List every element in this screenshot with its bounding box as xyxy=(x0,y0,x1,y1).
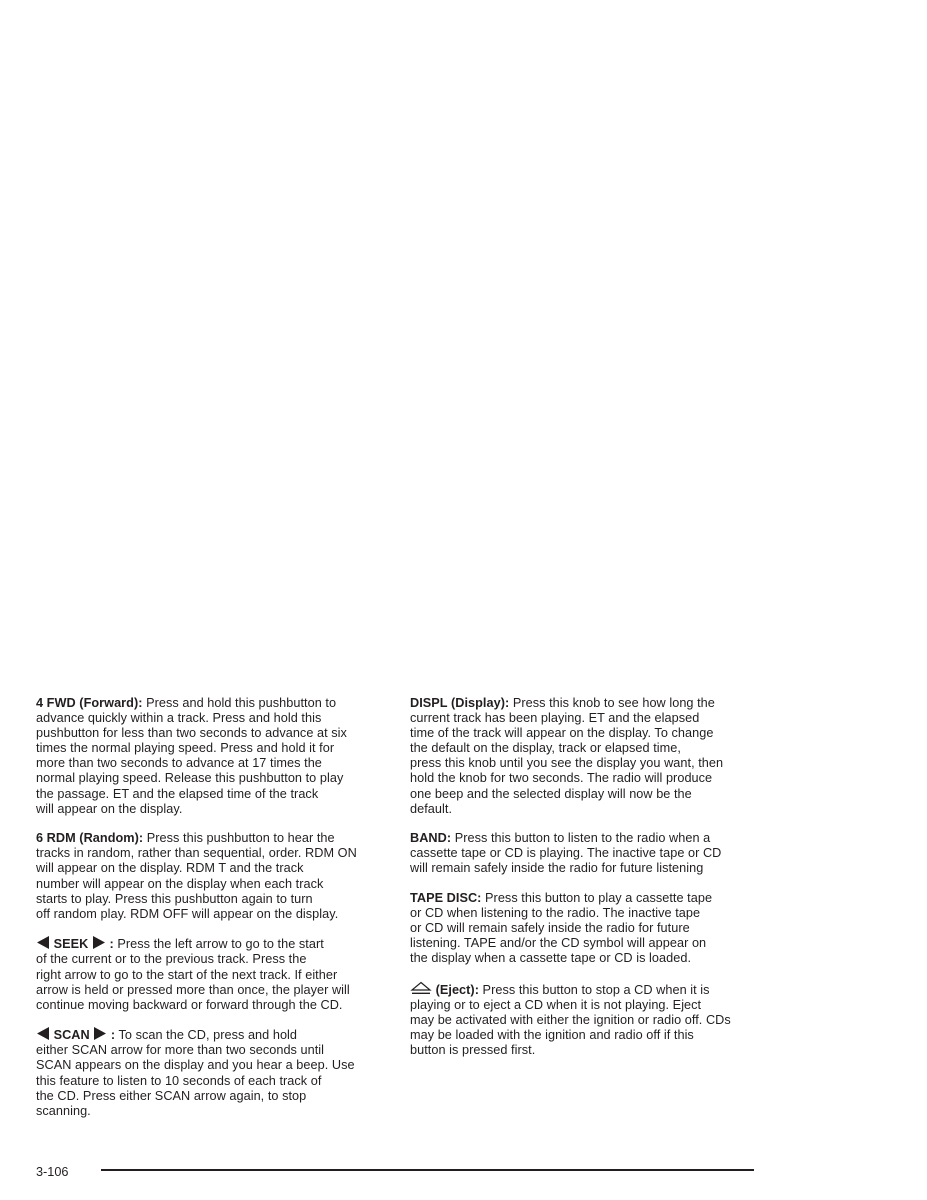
displ-text-line: default. xyxy=(410,801,453,816)
eject-text-line: Press this button to stop a CD when it is xyxy=(478,983,710,997)
tape-disc-paragraph xyxy=(410,891,762,966)
seek-text-line: continue moving backward or forward through the CD. xyxy=(36,997,343,1012)
displ-text-line: hold the knob for two seconds. The radio will produce xyxy=(410,771,713,786)
seek-heading: SEEK xyxy=(53,937,89,952)
band-heading: BAND: xyxy=(410,831,452,846)
rdm-text-line: Press this pushbutton to hear the xyxy=(143,831,335,846)
right-arrow-icon xyxy=(92,936,106,949)
fwd-text-line: Press and hold this pushbutton to xyxy=(142,696,337,710)
displ-text-line: the default on the display, track or elapsed time, xyxy=(410,741,681,756)
fwd-heading: 4 FWD (Forward): xyxy=(36,696,143,710)
scan-text-line: either SCAN arrow for more than two seconds until xyxy=(36,1043,325,1058)
seek-text-line: right arrow to go to the start of the next track. If either xyxy=(36,967,338,982)
eject-icon xyxy=(410,981,432,995)
fwd-text-line: advance quickly within a track. Press and hold this xyxy=(36,711,322,726)
seek-paragraph: SEEK : Press the left arrow to go to the start of the current or to the previous track. Press the right arrow to go to the start of the next track. If either arrow is held or pressed more than once, the player will continue moving backward or forward through the CD. xyxy=(36,936,388,1012)
band-text-line: cassette tape or CD is playing. The inactive tape or CD xyxy=(410,846,722,861)
scan-text-line: this feature to listen to 10 seconds of each track of xyxy=(36,1073,322,1088)
scan-text-line: scanning. xyxy=(36,1103,91,1118)
tape-disc-text-line: Press this button to play a cassette tape xyxy=(481,891,713,906)
fwd-paragraph xyxy=(36,696,388,817)
right-column xyxy=(410,696,762,1073)
rdm-text-line: number will appear on the display when each track xyxy=(36,876,324,891)
rdm-text-line: starts to play. Press this pushbutton again to turn xyxy=(36,891,313,906)
left-column xyxy=(36,696,388,1133)
scan-text-line: To scan the CD, press and hold xyxy=(115,1028,298,1043)
displ-text-line: one beep and the selected display will now be the xyxy=(410,786,692,801)
left-arrow-icon xyxy=(36,1027,50,1040)
scan-text-line: the CD. Press either SCAN arrow again, to stop xyxy=(36,1088,307,1103)
eject-text-line: may be activated with either the ignition or radio off. CDs xyxy=(410,1013,731,1028)
eject-text-line: playing or to eject a CD when it is not playing. Eject xyxy=(410,998,702,1013)
displ-paragraph xyxy=(410,696,762,817)
eject-text-line: button is pressed first. xyxy=(410,1043,536,1058)
rdm-heading: 6 RDM (Random): xyxy=(36,831,144,846)
tape-disc-text-line: or CD will remain safely inside the radio for future xyxy=(410,921,690,936)
right-arrow-icon xyxy=(93,1027,107,1040)
tape-disc-text-line: the display when a cassette tape or CD is loaded. xyxy=(410,951,692,966)
eject-heading: (Eject): xyxy=(435,983,479,997)
fwd-text-line: normal playing speed. Release this pushbutton to play xyxy=(36,771,344,786)
rdm-text-line: will appear on the display. RDM T and the track xyxy=(36,861,304,876)
fwd-text-line: will appear on the display. xyxy=(36,801,183,816)
scan-text-line: SCAN appears on the display and you hear a beep. Use xyxy=(36,1058,355,1073)
band-text-line: Press this button to listen to the radio when a xyxy=(451,831,711,846)
band-text-line: will remain safely inside the radio for future listening xyxy=(410,861,704,876)
band-paragraph xyxy=(410,831,762,876)
displ-text-line: press this knob until you see the display you want, then xyxy=(410,756,724,771)
displ-heading: DISPL (Display): xyxy=(410,696,510,710)
rdm-text-line: off random play. RDM OFF will appear on the display. xyxy=(36,906,339,921)
tape-disc-text-line: listening. TAPE and/or the CD symbol will appear on xyxy=(410,936,707,951)
eject-text-line: may be loaded with the ignition and radio off if this xyxy=(410,1028,694,1043)
scan-paragraph: SCAN : To scan the CD, press and hold either SCAN arrow for more than two seconds until SCAN appears on the display and you hear a beep. Use this feature to listen to 10 seconds of each track of the CD. Press either SCAN arrow again, to stop scanning. xyxy=(36,1027,388,1119)
seek-text-line: of the current or to the previous track. Press the xyxy=(36,952,307,967)
displ-text-line: current track has been playing. ET and the elapsed xyxy=(410,711,700,726)
tape-disc-text-line: or CD when listening to the radio. The inactive tape xyxy=(410,906,701,921)
scan-heading: SCAN xyxy=(53,1028,90,1043)
fwd-text-line: pushbutton for less than two seconds to advance at six xyxy=(36,726,347,741)
eject-paragraph xyxy=(410,981,762,1058)
displ-text-line: Press this knob to see how long the xyxy=(509,696,715,710)
fwd-text-line: times the normal playing speed. Press and hold it for xyxy=(36,741,335,756)
fwd-text-line: the passage. ET and the elapsed time of the track xyxy=(36,786,319,801)
fwd-text-line: more than two seconds to advance at 17 times the xyxy=(36,756,322,771)
page-number: 3-106 xyxy=(36,1165,69,1179)
tape-disc-heading: TAPE DISC: xyxy=(410,891,482,906)
seek-text-line: arrow is held or pressed more than once, the player will xyxy=(36,982,350,997)
footer-rule xyxy=(101,1169,754,1171)
rdm-text-line: tracks in random, rather than sequential, order. RDM ON xyxy=(36,846,357,861)
seek-text-line: Press the left arrow to go to the start xyxy=(113,937,324,952)
left-arrow-icon xyxy=(36,936,50,949)
rdm-paragraph xyxy=(36,831,388,922)
displ-text-line: time of the track will appear on the display. To change xyxy=(410,726,714,741)
